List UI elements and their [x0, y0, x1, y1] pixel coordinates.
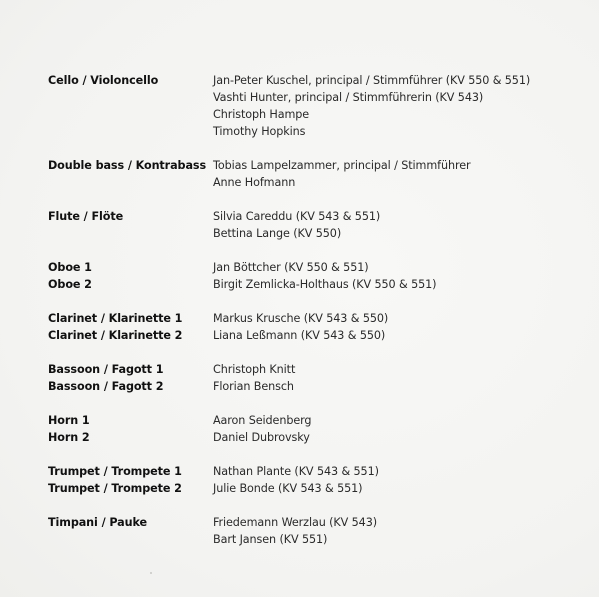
instrument-column — [48, 157, 213, 191]
instrument-label: Clarinet / Klarinette 2 — [48, 329, 183, 342]
player-name: Julie Bonde (KV 543 & 551) — [213, 482, 363, 495]
orchestra-roster — [48, 72, 568, 565]
player-column — [213, 463, 568, 497]
instrument-label: Clarinet / Klarinette 1 — [48, 312, 183, 325]
player-name: Anne Hofmann — [213, 176, 296, 189]
roster-section — [48, 72, 568, 140]
instrument-label: Bassoon / Fagott 2 — [48, 380, 164, 393]
player-column — [213, 514, 568, 548]
player-name: Liana Leßmann (KV 543 & 550) — [213, 329, 386, 342]
player-name: Jan-Peter Kuschel, principal / Stimmführer (KV 550 & 551) — [213, 74, 531, 87]
instrument-column — [48, 514, 213, 548]
roster-section — [48, 208, 568, 242]
player-name: Timothy Hopkins — [213, 125, 306, 138]
player-column — [213, 361, 568, 395]
player-name: Birgit Zemlicka-Holthaus (KV 550 & 551) — [213, 278, 437, 291]
player-name: Daniel Dubrovsky — [213, 431, 310, 444]
instrument-label: Cello / Violoncello — [48, 74, 159, 87]
player-name: Christoph Knitt — [213, 363, 296, 376]
roster-section — [48, 259, 568, 293]
player-column — [213, 157, 568, 191]
player-name: Bart Jansen (KV 551) — [213, 533, 328, 546]
instrument-label: Trumpet / Trompete 1 — [48, 465, 182, 478]
paper-speck — [150, 572, 152, 574]
player-column — [213, 208, 568, 242]
roster-section — [48, 463, 568, 497]
instrument-column — [48, 463, 213, 497]
instrument-label: Horn 2 — [48, 431, 90, 444]
roster-section — [48, 310, 568, 344]
player-column — [213, 72, 568, 140]
instrument-label: Horn 1 — [48, 414, 90, 427]
instrument-label: Bassoon / Fagott 1 — [48, 363, 164, 376]
player-name: Markus Krusche (KV 543 & 550) — [213, 312, 389, 325]
instrument-column — [48, 259, 213, 293]
roster-section — [48, 157, 568, 191]
instrument-column — [48, 72, 213, 140]
player-column — [213, 310, 568, 344]
instrument-column — [48, 208, 213, 242]
player-column — [213, 259, 568, 293]
instrument-label: Flute / Flöte — [48, 210, 124, 223]
instrument-column — [48, 412, 213, 446]
player-name: Florian Bensch — [213, 380, 294, 393]
player-column — [213, 412, 568, 446]
player-name: Christoph Hampe — [213, 108, 310, 121]
player-name: Vashti Hunter, principal / Stimmführerin (KV 543) — [213, 91, 484, 104]
instrument-label: Double bass / Kontrabass — [48, 159, 207, 172]
instrument-label: Oboe 2 — [48, 278, 92, 291]
roster-section — [48, 361, 568, 395]
player-name: Tobias Lampelzammer, principal / Stimmführer — [213, 159, 471, 172]
player-name: Silvia Careddu (KV 543 & 551) — [213, 210, 381, 223]
instrument-label: Timpani / Pauke — [48, 516, 147, 529]
roster-section — [48, 412, 568, 446]
player-name: Jan Böttcher (KV 550 & 551) — [213, 261, 369, 274]
player-name: Aaron Seidenberg — [213, 414, 312, 427]
instrument-column — [48, 361, 213, 395]
roster-section — [48, 514, 568, 548]
instrument-column — [48, 310, 213, 344]
player-name: Friedemann Werzlau (KV 543) — [213, 516, 377, 529]
instrument-label: Oboe 1 — [48, 261, 92, 274]
player-name: Bettina Lange (KV 550) — [213, 227, 342, 240]
instrument-label: Trumpet / Trompete 2 — [48, 482, 182, 495]
player-name: Nathan Plante (KV 543 & 551) — [213, 465, 379, 478]
